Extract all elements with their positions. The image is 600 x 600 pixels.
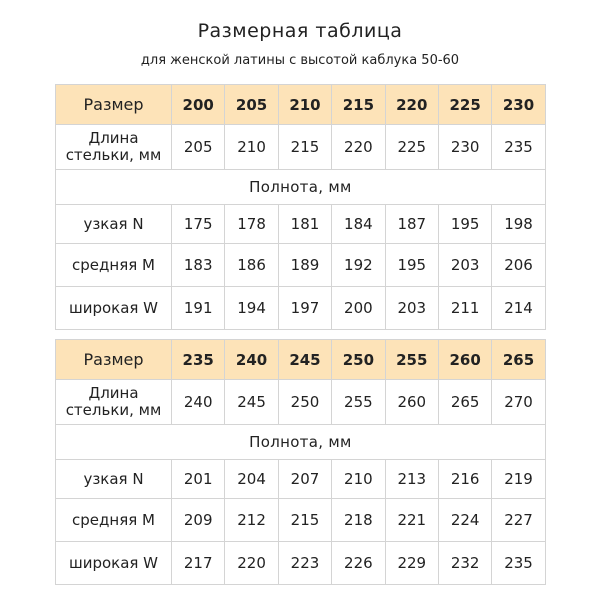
wide-row-value: 223 bbox=[278, 542, 331, 585]
wide-row-value: 200 bbox=[332, 287, 385, 330]
wide-row-value: 211 bbox=[438, 287, 491, 330]
narrow-row-value: 204 bbox=[225, 460, 278, 499]
wide-row-value: 220 bbox=[225, 542, 278, 585]
wide-row-value: 197 bbox=[278, 287, 331, 330]
size-row-label: Размер bbox=[56, 340, 172, 380]
medium-row-value: 186 bbox=[225, 244, 278, 287]
length-label-line1: Длина bbox=[88, 129, 139, 147]
length-row-value: 225 bbox=[385, 125, 438, 170]
medium-row-value: 209 bbox=[172, 499, 225, 542]
wide-row-value: 217 bbox=[172, 542, 225, 585]
length-row-label bbox=[56, 380, 172, 425]
medium-row-label: средняя M bbox=[56, 499, 172, 542]
size-row-value: 220 bbox=[385, 85, 438, 125]
narrow-row-value: 181 bbox=[278, 205, 331, 244]
medium-row-value: 215 bbox=[278, 499, 331, 542]
wide-row-label: широкая W bbox=[56, 542, 172, 585]
length-row-value: 240 bbox=[172, 380, 225, 425]
length-row-value: 260 bbox=[385, 380, 438, 425]
length-row-value: 250 bbox=[278, 380, 331, 425]
length-row-value: 270 bbox=[492, 380, 545, 425]
narrow-row-value: 198 bbox=[492, 205, 545, 244]
medium-row-value: 218 bbox=[332, 499, 385, 542]
wide-row bbox=[56, 542, 546, 585]
medium-row-value: 189 bbox=[278, 244, 331, 287]
narrow-row-value: 187 bbox=[385, 205, 438, 244]
medium-row-value: 206 bbox=[492, 244, 545, 287]
medium-row-value: 221 bbox=[385, 499, 438, 542]
length-row-label bbox=[56, 125, 172, 170]
size-table-1 bbox=[55, 84, 546, 330]
medium-row bbox=[56, 244, 546, 287]
narrow-row-value: 216 bbox=[438, 460, 491, 499]
narrow-row bbox=[56, 460, 546, 499]
narrow-row-value: 175 bbox=[172, 205, 225, 244]
length-row-value: 235 bbox=[492, 125, 545, 170]
size-row-value: 260 bbox=[438, 340, 491, 380]
narrow-row-value: 207 bbox=[278, 460, 331, 499]
narrow-row-label: узкая N bbox=[56, 205, 172, 244]
size-row-value: 200 bbox=[172, 85, 225, 125]
narrow-row-value: 213 bbox=[385, 460, 438, 499]
wide-row bbox=[56, 287, 546, 330]
fullness-title-row bbox=[56, 425, 546, 460]
size-row-value: 215 bbox=[332, 85, 385, 125]
size-row-value: 225 bbox=[438, 85, 491, 125]
medium-row-value: 183 bbox=[172, 244, 225, 287]
length-row bbox=[56, 380, 546, 425]
length-row bbox=[56, 125, 546, 170]
fullness-title-row bbox=[56, 170, 546, 205]
length-row-value: 210 bbox=[225, 125, 278, 170]
medium-row-value: 195 bbox=[385, 244, 438, 287]
medium-row-label: средняя M bbox=[56, 244, 172, 287]
medium-row-value: 192 bbox=[332, 244, 385, 287]
length-row-value: 215 bbox=[278, 125, 331, 170]
page-subtitle: для женской латины с высотой каблука 50-60 bbox=[140, 53, 460, 68]
length-row-value: 265 bbox=[438, 380, 491, 425]
size-row-value: 265 bbox=[492, 340, 545, 380]
size-row-value: 255 bbox=[385, 340, 438, 380]
narrow-row-value: 184 bbox=[332, 205, 385, 244]
wide-row-value: 229 bbox=[385, 542, 438, 585]
size-row bbox=[56, 340, 546, 380]
size-row bbox=[56, 85, 546, 125]
size-row-value: 245 bbox=[278, 340, 331, 380]
medium-row-value: 203 bbox=[438, 244, 491, 287]
wide-row-value: 194 bbox=[225, 287, 278, 330]
length-row-value: 230 bbox=[438, 125, 491, 170]
narrow-row-value: 210 bbox=[332, 460, 385, 499]
size-row-value: 205 bbox=[225, 85, 278, 125]
size-row-value: 240 bbox=[225, 340, 278, 380]
size-row-value: 235 bbox=[172, 340, 225, 380]
medium-row-value: 224 bbox=[438, 499, 491, 542]
medium-row-value: 212 bbox=[225, 499, 278, 542]
wide-row-label: широкая W bbox=[56, 287, 172, 330]
medium-row bbox=[56, 499, 546, 542]
fullness-title: Полнота, мм bbox=[56, 170, 546, 205]
narrow-row-label: узкая N bbox=[56, 460, 172, 499]
length-label-line2: стельки, мм bbox=[65, 401, 162, 419]
length-row-value: 205 bbox=[172, 125, 225, 170]
wide-row-value: 226 bbox=[332, 542, 385, 585]
length-row-value: 245 bbox=[225, 380, 278, 425]
wide-row-value: 235 bbox=[492, 542, 545, 585]
size-row-value: 250 bbox=[332, 340, 385, 380]
length-label-line1: Длина bbox=[88, 384, 139, 402]
wide-row-value: 203 bbox=[385, 287, 438, 330]
narrow-row-value: 219 bbox=[492, 460, 545, 499]
size-table-2 bbox=[55, 339, 546, 585]
fullness-title: Полнота, мм bbox=[56, 425, 546, 460]
size-row-value: 210 bbox=[278, 85, 331, 125]
length-label-line2: стельки, мм bbox=[65, 146, 162, 164]
wide-row-value: 232 bbox=[438, 542, 491, 585]
length-row-value: 220 bbox=[332, 125, 385, 170]
page-title: Размерная таблица bbox=[197, 20, 403, 42]
narrow-row-value: 178 bbox=[225, 205, 278, 244]
wide-row-value: 214 bbox=[492, 287, 545, 330]
medium-row-value: 227 bbox=[492, 499, 545, 542]
narrow-row bbox=[56, 205, 546, 244]
size-row-value: 230 bbox=[492, 85, 545, 125]
narrow-row-value: 195 bbox=[438, 205, 491, 244]
size-row-label: Размер bbox=[56, 85, 172, 125]
wide-row-value: 191 bbox=[172, 287, 225, 330]
narrow-row-value: 201 bbox=[172, 460, 225, 499]
length-row-value: 255 bbox=[332, 380, 385, 425]
